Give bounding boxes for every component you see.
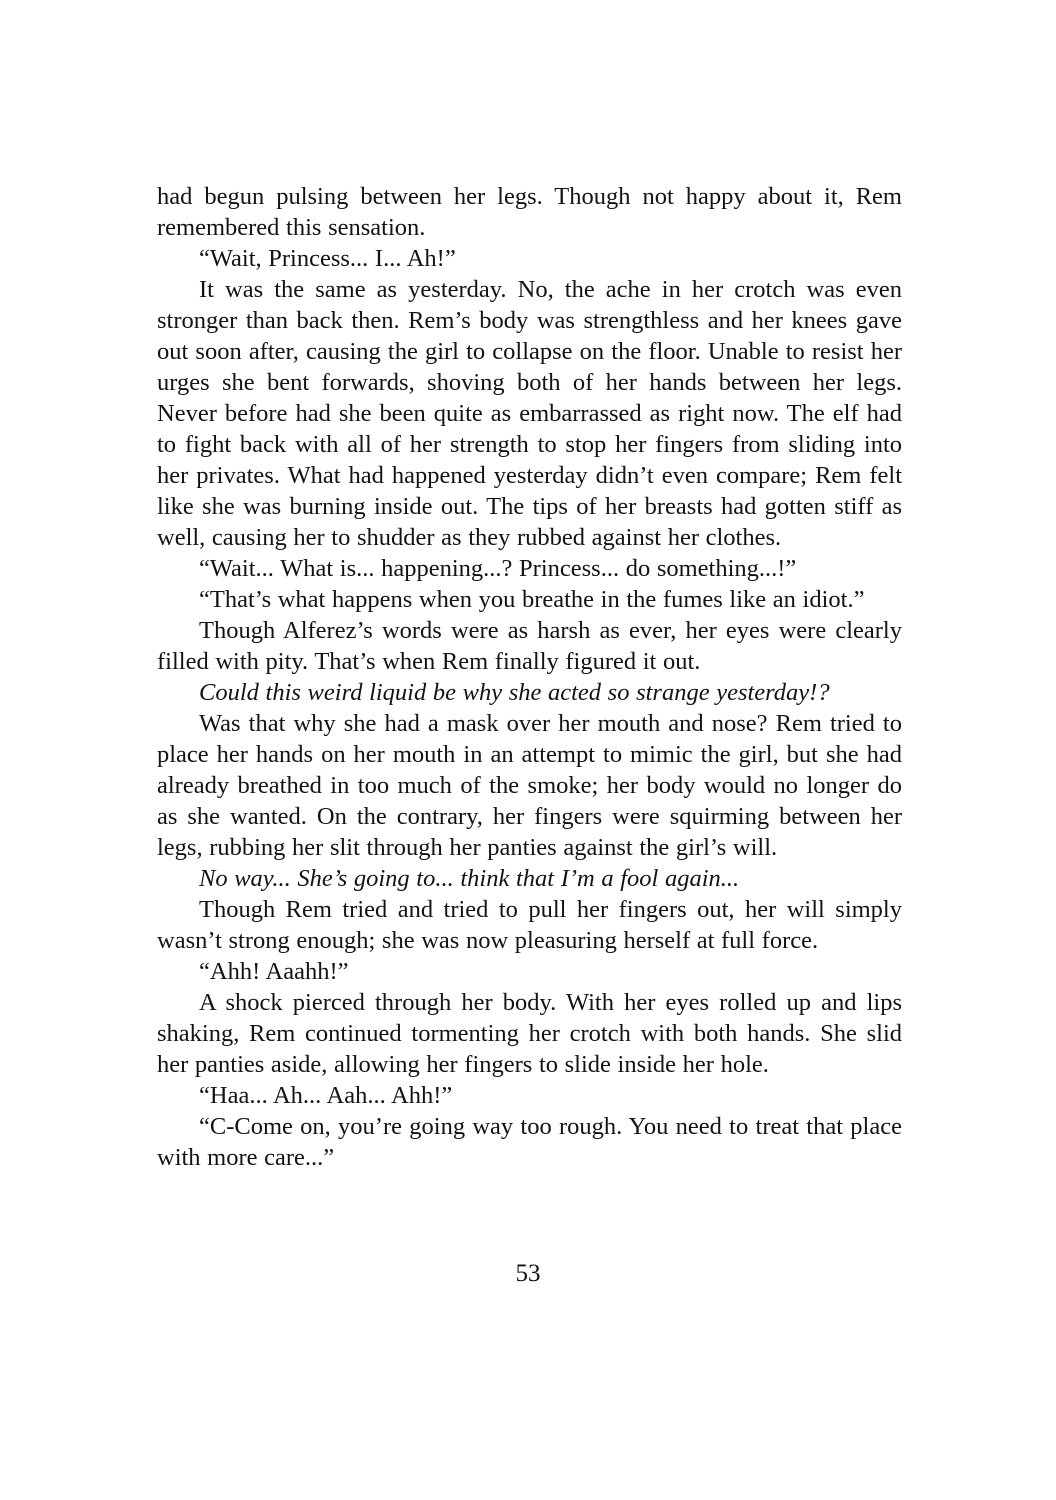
paragraph-dialogue: “Ahh! Aaahh!” bbox=[199, 958, 349, 985]
paragraph: A shock pierced through her body. With her eyes rolled up and lips shaking, Rem continued tormenting her crotch with both hands. She slid her panties aside, allowing her fingers to slide inside her hole. bbox=[157, 989, 902, 1078]
page-number: 53 bbox=[515, 1260, 541, 1287]
paragraph: It was the same as yesterday. No, the ache in her crotch was even stronger than back then. Rem’s body was strengthless and her knees gave out soon after, causing the girl to collapse on the floor. Unable to resist her urges she bent forwards, shoving both of her hands between her legs. Never before had she been quite as embarrassed as right now. The elf had to fight back with all of her strength to stop her fingers from sliding into her privates. What had happened yesterday didn’t even compare; Rem felt like she was burning inside out. The tips of her breasts had gotten stiff as well, causing her to shudder as they rubbed against her clothes. bbox=[157, 276, 902, 551]
paragraph-dialogue: “That’s what happens when you breathe in the fumes like an idiot.” bbox=[199, 586, 865, 613]
paragraph-dialogue: “Wait, Princess... I... Ah!” bbox=[199, 245, 456, 272]
paragraph-inner-thought: Could this weird liquid be why she acted so strange yesterday!? bbox=[199, 679, 830, 706]
paragraph-dialogue: “C-Come on, you’re going way too rough. You need to treat that place with more care...” bbox=[157, 1113, 902, 1171]
body-text bbox=[157, 181, 902, 1173]
paragraph: Was that why she had a mask over her mouth and nose? Rem tried to place her hands on her mouth in an attempt to mimic the girl, but she had already breathed in too much of the smoke; her body would no longer do as she wanted. On the contrary, her fingers were squirming between her legs, rubbing her slit through her panties against the girl’s will. bbox=[157, 710, 902, 861]
paragraph: Though Alferez’s words were as harsh as ever, her eyes were clearly filled with pity. That’s when Rem finally figured it out. bbox=[157, 617, 902, 675]
paragraph: had begun pulsing between her legs. Though not happy about it, Rem remembered this sensation. bbox=[157, 183, 902, 241]
paragraph: Though Rem tried and tried to pull her fingers out, her will simply wasn’t strong enough; she was now pleasuring herself at full force. bbox=[157, 896, 902, 954]
paragraph-dialogue: “Haa... Ah... Aah... Ahh!” bbox=[199, 1082, 453, 1109]
paragraph-dialogue: “Wait... What is... happening...? Princess... do something...!” bbox=[199, 555, 797, 582]
paragraph-inner-thought: No way... She’s going to... think that I’m a fool again... bbox=[199, 865, 740, 892]
